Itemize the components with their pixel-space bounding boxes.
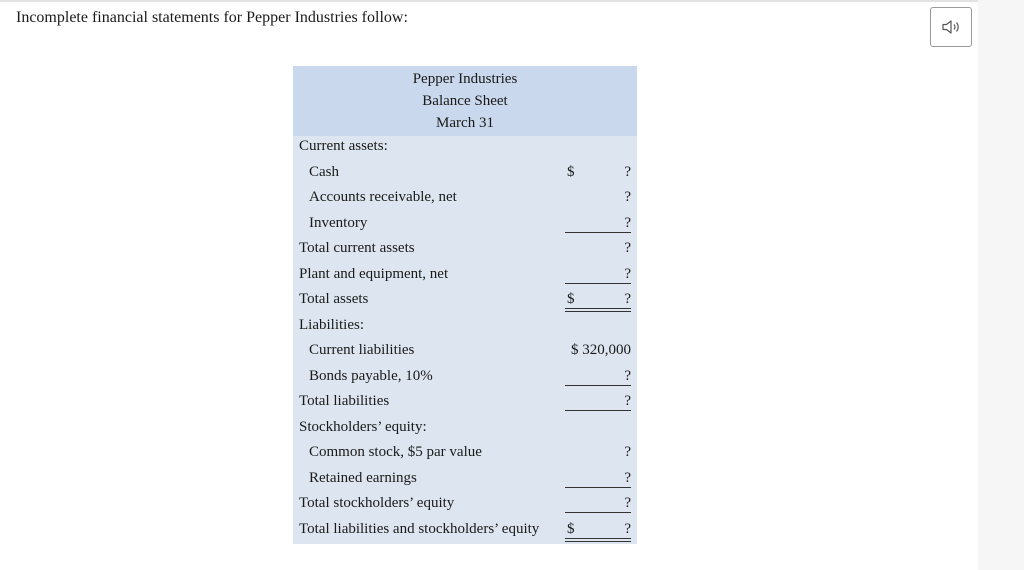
double-underline — [565, 308, 631, 312]
top-divider — [0, 0, 1024, 2]
row-label: Total current assets — [299, 240, 415, 256]
row-value: ? — [624, 291, 631, 307]
row-label: Current liabilities — [309, 342, 415, 358]
row-label: Retained earnings — [309, 470, 417, 486]
double-underline — [565, 538, 631, 542]
dollar-sign: $ — [567, 164, 575, 180]
row-label: Stockholders’ equity: — [299, 419, 427, 435]
question-prompt: Incomplete financial statements for Pepper Industries follow: — [16, 9, 408, 26]
row-label: Inventory — [309, 215, 368, 231]
underline — [565, 232, 631, 233]
audio-button[interactable] — [930, 7, 972, 47]
section-liabilities — [293, 315, 637, 339]
row-value: ? — [624, 240, 631, 256]
row-value: ? — [624, 266, 631, 282]
row-accounts-receivable — [293, 187, 637, 211]
row-common-stock — [293, 442, 637, 466]
dollar-sign: $ — [567, 291, 575, 307]
row-label: Plant and equipment, net — [299, 266, 449, 282]
underline — [565, 283, 631, 284]
row-value: ? — [624, 444, 631, 460]
row-value: ? — [624, 521, 631, 537]
row-total-liabilities — [293, 391, 637, 415]
statement-title: Balance Sheet — [422, 93, 508, 109]
row-value: ? — [624, 470, 631, 486]
row-label: Total liabilities — [299, 393, 390, 409]
underline — [565, 385, 631, 386]
row-value: $ 320,000 — [571, 342, 631, 358]
row-value: ? — [624, 164, 631, 180]
row-current-liabilities — [293, 340, 637, 364]
row-cash — [293, 162, 637, 186]
row-label: Common stock, $5 par value — [309, 444, 482, 460]
speaker-icon — [941, 19, 961, 35]
underline — [565, 512, 631, 513]
section-stockholders-equity — [293, 417, 637, 441]
row-plant-equipment — [293, 264, 637, 288]
row-retained-earnings — [293, 468, 637, 492]
row-label: Total stockholders’ equity — [299, 495, 455, 511]
row-label: Accounts receivable, net — [309, 189, 457, 205]
underline — [565, 487, 631, 488]
section-current-assets — [293, 136, 637, 160]
balance-sheet — [293, 66, 637, 544]
row-label: Cash — [309, 164, 339, 180]
statement-date: March 31 — [436, 115, 494, 131]
row-label: Total assets — [299, 291, 369, 307]
row-label: Total liabilities and stockholders’ equity — [299, 521, 540, 537]
right-gutter — [978, 0, 1024, 570]
row-value: ? — [624, 215, 631, 231]
balance-sheet-header — [293, 66, 637, 136]
row-total-stockholders-equity — [293, 493, 637, 517]
row-bonds-payable — [293, 366, 637, 390]
company-name: Pepper Industries — [412, 71, 518, 87]
row-label: Liabilities: — [299, 317, 364, 333]
row-inventory — [293, 213, 637, 237]
underline — [565, 410, 631, 411]
row-value: ? — [624, 368, 631, 384]
row-label: Bonds payable, 10% — [309, 368, 433, 384]
row-total-current-assets — [293, 238, 637, 262]
row-value: ? — [624, 495, 631, 511]
row-value: ? — [624, 189, 631, 205]
dollar-sign: $ — [567, 521, 575, 537]
row-label: Current assets: — [299, 138, 388, 154]
row-value: ? — [624, 393, 631, 409]
